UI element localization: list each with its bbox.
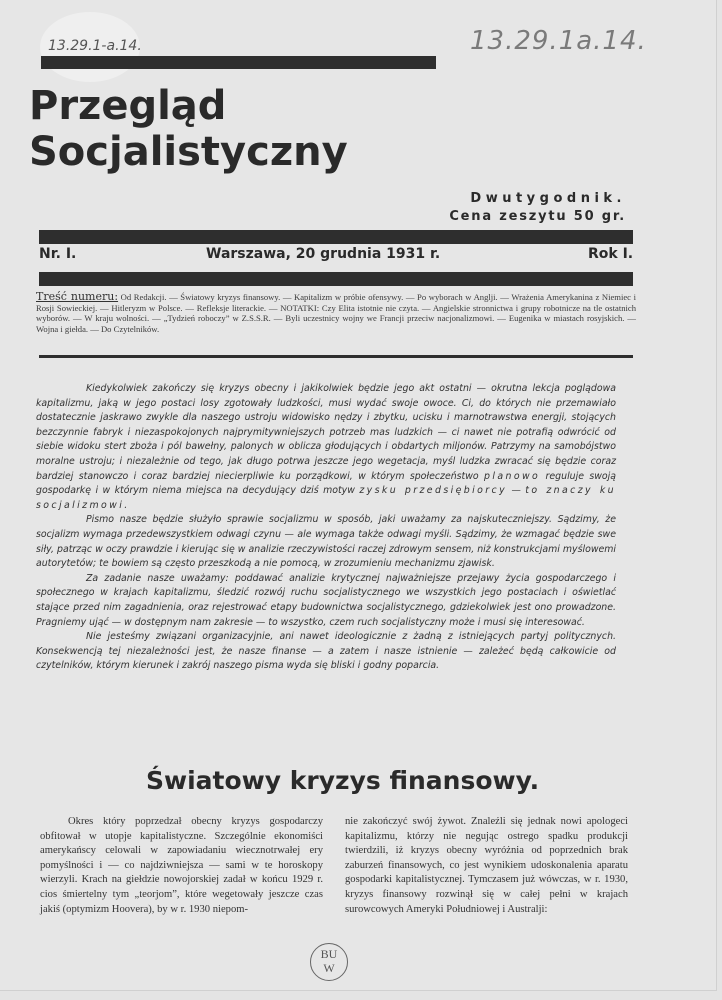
toc-text: Od Redakcji. — Światowy kryzys finansowy. — Kapitalizm w próbie ofensywy. — Po wyborach w Anglji. — Wrażenia Amerykanina z Niemiec i Rosji Sowieckiej. — Hitleryzm w Polsce. — Refleksje literackie. — NOTATKI: Czy Elita istotnie nie czyta. — Angielskie stronnictwa i grupy robotnicze na tle ostatnich wyborów. — W kraju wolności. — „Tydzień roboczy” w Z.S.S.R. — Byli uczestnicy wojny we Francji przeciw nacjonalizmowi. — Eugenika w miastach rosyjskich. — Wojna i giełda. — Do Czytelników. xyxy=(36,292,636,334)
editorial-paragraph: Pismo nasze będzie służyło sprawie socjalizmu w sposób, jaki uważamy za najskuteczniejszy. Sądzimy, że socjalizm wymaga przedewszystkiem odwagi czynu — ale wymaga także odwagi myśli. Sądzimy, że wzmagać będzie swe siły, patrząc w oczy prawdzie i kierując się w analizie rzeczywistości raczej zdrowym sensem, niż konstrukcjami myślowemi autorytetów; te bowiem są często przeszkodą a nie pomocą, w zrozumieniu mechanizmu zjawisk. xyxy=(36,514,616,570)
table-of-contents xyxy=(36,292,636,334)
shelfmark-left: 13.29.1-a.14. xyxy=(48,38,142,54)
toc-label: Treść numeru: xyxy=(36,290,119,303)
masthead-title-line1: Przegląd xyxy=(29,83,227,129)
editorial-paragraph: Kiedykolwiek zakończy się kryzys obecny i jakikolwiek będzie jego akt ostatni — okrutna lekcja poglądowa kapitalizmu, jaką w jego postaci losy zgotowały ludzkości, musi wydać swoje owoce. Ci, do których nie przemawiało dostatecznie jaskrawo zwykle dla naszego ustroju widowisko nędzy i zbytku, ucisku i marnotrawstwa energji, stojących bezczynnie fabryk i niezaspokojonych najprymitywniejszych potrzeb mas ludzkich — ci nawet nie potrafią odwrócić od siebie widoku stert zboża i pól bawełny, palonych w oblicza głodujących i obdartych miljonów. Patrzymy na samobójstwo moralne ustroju; i niezależnie od tego, jak długo potrwa jeszcze jego wegetacja, myśl ludzka zwracać się będzie coraz bardziej stanowczo i coraz bardziej niecierpliwie ku porządkowi, w którym społeczeństwo planowo reguluje swoją gospodarkę i w którym niema miejsca na decydujący dziś motyw zysku przedsiębiorcy — to znaczy ku socjalizmowi. xyxy=(36,383,616,511)
editorial-paragraph: Nie jesteśmy związani organizacyjnie, ani nawet ideologicznie z żadną z istniejących partyj politycznych. Konsekwencją tej niezależności jest, że nasze finanse — a zatem i nasze istnienie — zależeć będą całkowicie od czytelników, którym kierunek i zakrój naszego pisma wyda się bliski i godny poparcia. xyxy=(36,631,616,672)
masthead-title-line2: Socjalistyczny xyxy=(29,129,348,175)
article-headline: Światowy kryzys finansowy. xyxy=(146,766,540,795)
masthead-rule-lower xyxy=(39,272,633,286)
library-stamp: BU W xyxy=(310,943,348,981)
article-column-2: nie zakończyć swój żywot. Znaleźli się jednak nowi apologeci kapitalizmu, którzy nie negując ostrego spadku produkcji twierdzili, iż kryzys obecny wyróżnia od poprzednich brak zaburzeń finansowych, co jest wynikiem udoskonalenia aparatu gospodarki kapitalistycznej. Tymczasem już wówczas, w r. 1930, kryzys finansowy rozwinął się w całej pełni w krajach surowcowych Ameryki Południowej i Australji: xyxy=(345,816,628,915)
place-date: Warszawa, 20 grudnia 1931 r. xyxy=(206,246,441,262)
editorial xyxy=(36,382,616,674)
editorial-paragraph: Za zadanie nasze uważamy: poddawać analizie krytycznej najważniejsze przejawy życia gospodarczego i społecznego w krajach kapitalizmu, śledzić rozwój ruchu socjalistycznego we wszystkich jego postaciach i oświetlać stające przed nim zagadnienia, oraz rejestrować etapy budownictwa socjalistycznego, gdziekolwiek jest ono prowadzone. Pragniemy ująć — w dostępnym nam zakresie — to wszystko, czem ruch socjalistyczny może i musi się interesować. xyxy=(36,572,616,628)
toc-rule xyxy=(39,355,633,358)
year-label: Rok I. xyxy=(588,246,634,262)
article-column-1: Okres który poprzedzał obecny kryzys gospodarczy obfitował w utopje kapitalistyczne. Szczególnie ekonomiści amerykańscy celowali w zapowiadaniu wiecznotrwałej ery pomyślności i — co najdziwniejsza — sami w te horoskopy wierzyli. Krach na giełdzie nowojorskiej zadał w końcu 1929 r. cios śmiertelny tym „teorjom”, które wegetowały jeszcze czas jakiś (optymizm Hoovera), by w r. 1930 niepom- xyxy=(40,816,323,915)
frequency-label: Dwutygodnik. xyxy=(470,191,626,206)
issue-number: Nr. I. xyxy=(39,246,77,262)
shelfmark-right: 13.29.1a.14. xyxy=(470,26,647,56)
top-rule xyxy=(41,56,436,69)
masthead-rule-upper xyxy=(39,230,633,244)
price-label: Cena zeszytu 50 gr. xyxy=(449,209,626,224)
